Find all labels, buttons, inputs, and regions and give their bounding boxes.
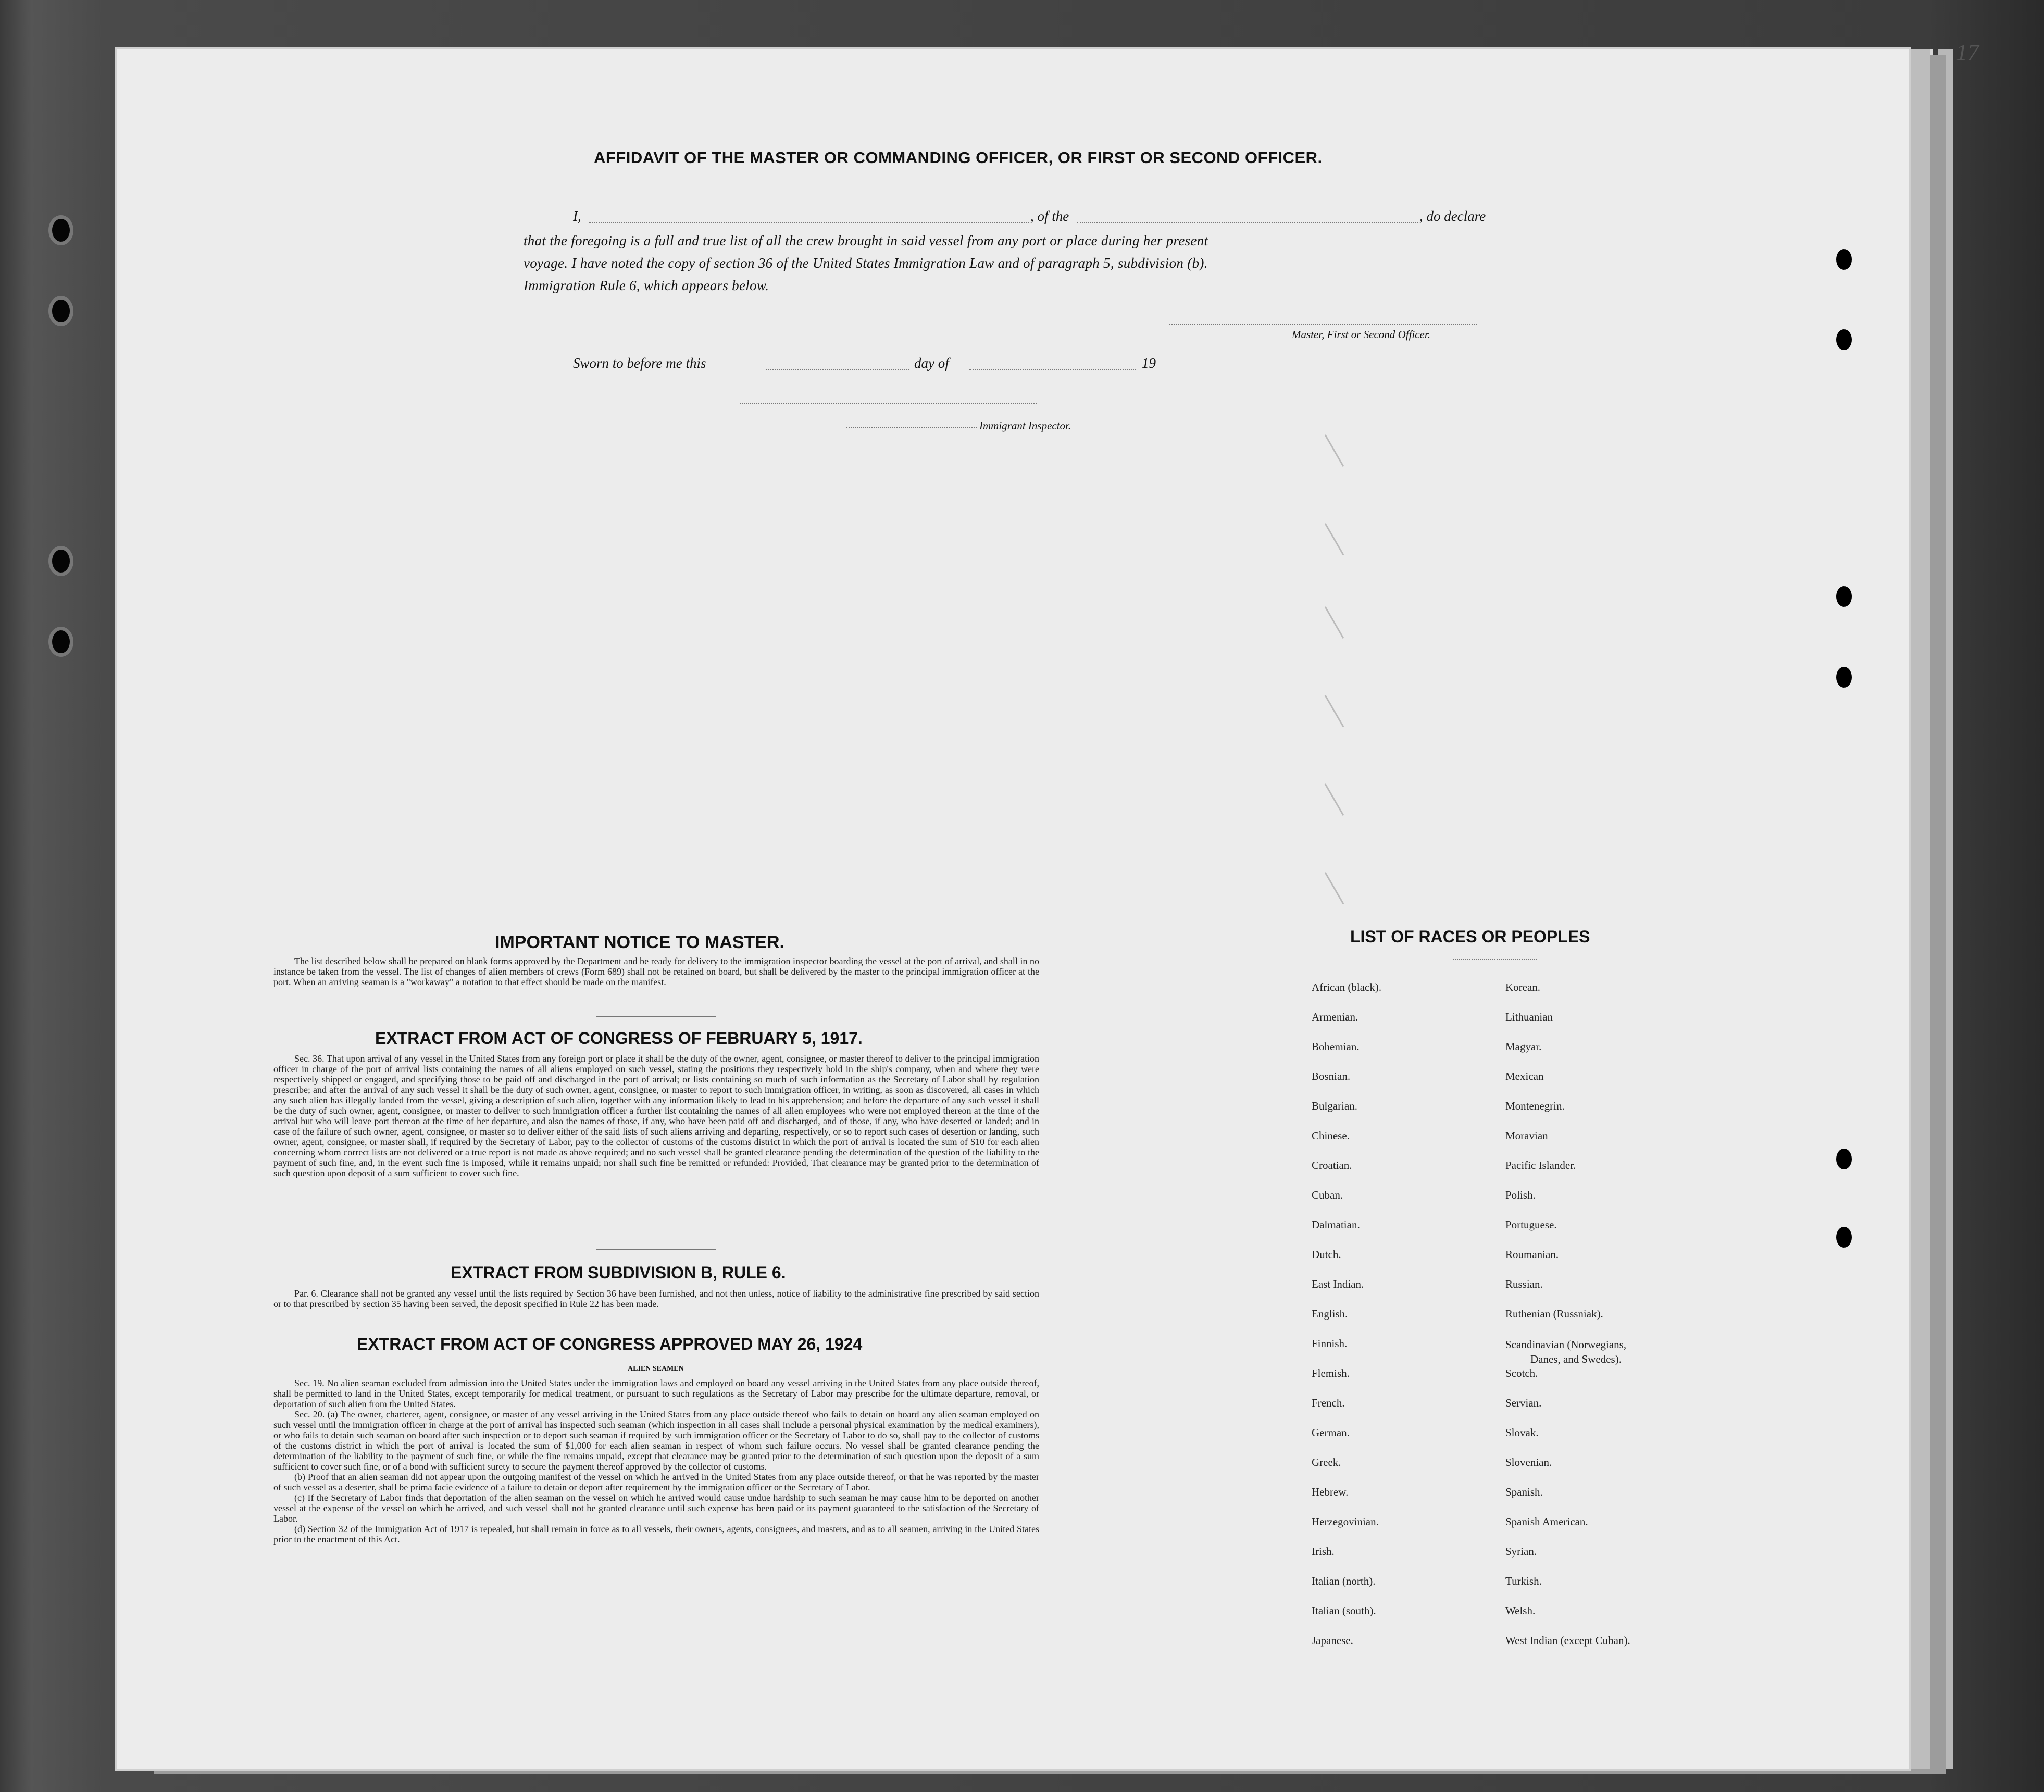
binder-hole-icon	[52, 550, 70, 573]
race-item: Armenian.	[1312, 1011, 1358, 1023]
page-edge	[1938, 49, 1953, 1769]
name-blank-line	[589, 222, 1029, 223]
affidavit-i-label: I,	[573, 208, 581, 224]
race-item: Moravian	[1505, 1129, 1548, 1142]
races-title: LIST OF RACES OR PEOPLES	[1350, 927, 1590, 946]
race-item: Spanish.	[1505, 1486, 1543, 1498]
punch-hole-icon	[1836, 1149, 1852, 1169]
affidavit-body-line: voyage. I have noted the copy of section 36 of the United States Immigration Law and of paragraph 5, subdivision (b).	[524, 255, 1208, 271]
sworn-rule	[740, 403, 1037, 404]
race-item: Spanish American.	[1505, 1515, 1588, 1528]
race-item-scandinavian	[1505, 1337, 1630, 1367]
punch-hole-icon	[1836, 667, 1852, 688]
do-declare-label: , do declare	[1419, 208, 1486, 224]
race-item: Lithuanian	[1505, 1011, 1553, 1023]
extract-1924-subtitle: ALIEN SEAMEN	[628, 1365, 684, 1373]
race-item: East Indian.	[1312, 1278, 1364, 1290]
race-item: Dalmatian.	[1312, 1218, 1360, 1231]
race-item: Slovak.	[1505, 1426, 1539, 1439]
race-item: Syrian.	[1505, 1545, 1537, 1558]
race-item: Bohemian.	[1312, 1040, 1360, 1053]
affidavit-body-line: that the foregoing is a full and true list of all the crew brought in said vessel from any port or place during her present	[524, 233, 1208, 248]
races-left-column	[1312, 981, 1381, 1664]
punch-hole-icon	[1836, 1227, 1852, 1248]
affidavit-title: AFFIDAVIT OF THE MASTER OR COMMANDING OFFICER, OR FIRST OR SECOND OFFICER.	[594, 148, 1323, 167]
divider	[596, 1016, 716, 1017]
race-item: African (black).	[1312, 981, 1382, 993]
binder-hole-icon	[52, 219, 70, 242]
race-item: Portuguese.	[1505, 1218, 1557, 1231]
race-item: German.	[1312, 1426, 1350, 1439]
extract-1924-text: Sec. 19. No alien seaman excluded from admission into the United States under the immigration laws and employed on board any vessel arriving in the United States from any place outside thereof, shall be permitted to land in the United States, except temporarily for medical treatment, or pursuant to such regulations as the Secretary of Labor may prescribe for the ultimate departure, removal, or deportation of such alien from the United States. Sec. 20. (a) The owner, charterer, agent, consignee, or master of any vessel arriving in the United States from any place outside thereof who fails to detain on board any alien seaman employed on such vessel until the immigration officer in charge at the port of arrival has inspected such seaman (which inspection in all cases shall include a personal physical examination by the medical examiners), or who fails to detain such seaman on board after such inspection or to deport such seaman if required by such immigration officer or the Secretary of Labor to do so, shall pay to the collector of customs of the customs district in which the port of arrival is located the sum of $1,000 for each alien seaman in respect of whom such failure occurs. No vessel shall be granted clearance pending the determination of the liability to the payment of such fine, or while the fine remains unpaid, except that clearance may be granted prior to the determination of such question upon the deposit of a sum sufficient to cover such fine, or of a bond with sufficient surety to secure the payment thereof approved by the collector of customs. (b) Proof that an alien seaman did not appear upon the outgoing manifest of the vessel on which he arrived in the United States from any place outside thereof, or that he was reported by the master of such vessel as a deserter, shall be prima facie evidence of a failure to detain or deport after requirement by the immigration officer or the Secretary of Labor. (c) If the Secretary of Labor finds that deportation of the alien seaman on the vessel on which he arrived would cause undue hardship to such seaman he may cause him to be deported on another vessel at the expense of the vessel on which he arrived, and such vessel shall not be granted clearance until such expense has been paid or its payment guaranteed to the satisfaction of the Secretary of Labor. (d) Section 32 of the Immigration Act of 1917 is repealed, but shall remain in force as to all vessels, their owners, agents, consignees, and masters, and as to all seamen, arriving in the United States prior to the enactment of this Act.	[273, 1378, 1039, 1545]
race-item: Korean.	[1505, 981, 1541, 993]
divider	[596, 1249, 716, 1250]
race-item: Bosnian.	[1312, 1070, 1351, 1082]
race-item: Italian (north).	[1312, 1575, 1376, 1587]
divider	[1453, 959, 1537, 960]
race-item: Italian (south).	[1312, 1604, 1376, 1617]
page-number-annotation: 17	[1956, 40, 1979, 65]
race-item: Roumanian.	[1505, 1248, 1559, 1261]
race-item: Pacific Islander.	[1505, 1159, 1576, 1172]
race-item: French.	[1312, 1397, 1345, 1409]
binder-hole-icon	[52, 630, 70, 653]
race-item: Ruthenian (Russniak).	[1505, 1308, 1603, 1320]
race-item: English.	[1312, 1308, 1348, 1320]
of-the-label: , of the	[1030, 208, 1069, 224]
race-item: Magyar.	[1505, 1040, 1542, 1053]
notice-text: The list described below shall be prepared on blank forms approved by the Department and be ready for delivery to the immigration inspector boarding the vessel at the port of arrival, and shall in no instance be taken from the vessel. The list of changes of alien members of crews (Form 689) shall not be retained on board, but shall be delivered by the master to the principal immigration officer at the port. When an arriving seaman is a "workaway" a notation to that effect should be made on the manifest.	[273, 956, 1039, 987]
page-edge	[1917, 49, 1933, 1769]
punch-hole-icon	[1836, 329, 1852, 350]
race-item: Cuban.	[1312, 1189, 1343, 1201]
signature-label: Master, First or Second Officer.	[1292, 328, 1430, 341]
race-item: Scotch.	[1505, 1367, 1538, 1379]
notice-title: IMPORTANT NOTICE TO MASTER.	[495, 932, 784, 952]
extract-rule6-text: Par. 6. Clearance shall not be granted any vessel until the lists required by Section 36 have been furnished, and not then unless, notice of liability to the administrative fine prescribed by said section or to that prescribed by section 35 having been served, the deposit specified in Rule 22 has been made.	[273, 1288, 1039, 1309]
race-item: Bulgarian.	[1312, 1100, 1358, 1112]
extract-1917-text: Sec. 36. That upon arrival of any vessel in the United States from any foreign port or place it shall be the duty of the owner, agent, consignee, or master thereof to deliver to the principal immigration officer in charge of the port of arrival lists containing the names of all aliens employed on such vessel, stating the positions they respectively hold in the ship's company, when and where they were respectively shipped or engaged, and specifying those to be paid off and discharged in the port of arrival; or lists containing so much of such information as the Secretary of Labor shall by regulation prescribe; and after the arrival of any such vessel it shall be the duty of such owner, agent, consignee, or master to report to such immigration officer, in writing, as soon as discovered, all cases in which any such alien has illegally landed from the vessel, giving a description of such alien, together with any information likely to lead to his apprehension; and before the departure of any such vessel it shall be the duty of such owner, agent, consignee, or master to deliver to such immigration officer a further list containing the names of all alien employees who were not employed thereon at the time of the arrival but who will leave port thereon at the time of her departure, and also the names of those, if any, who have been paid off and discharged, and of those, if any, who have deserted or landed; and in case of the failure of such owner, agent, consignee, or master so to deliver either of the said lists of such aliens arriving and departing, respectively, or so to report such cases of desertion or landing, such owner, agent, consignee, or master shall, if required by the Secretary of Labor, pay to the collector of customs of the customs district in which the port of arrival is located the sum of $10 for each alien concerning whom correct lists are not delivered or a true report is not made as above required; and no such vessel shall be granted clearance pending the determination of the question of the liability to the payment of such fine, and, in the event such fine is imposed, while it remains unpaid; nor shall such fine be remitted or refunded: Provided, That clearance may be granted prior to the determination of such question upon deposit of a sum sufficient to cover such fine.	[273, 1053, 1039, 1178]
race-item: Japanese.	[1312, 1634, 1353, 1647]
binder-hole-icon	[52, 300, 70, 322]
signature-blank-line	[1169, 324, 1477, 325]
inspector-label: Immigrant Inspector.	[979, 419, 1071, 432]
month-blank-line	[969, 369, 1136, 370]
race-item: Irish.	[1312, 1545, 1335, 1558]
punch-hole-icon	[1836, 586, 1852, 607]
race-item: Dutch.	[1312, 1248, 1341, 1261]
race-item: Welsh.	[1505, 1604, 1536, 1617]
race-item: Scandinavian (Norwegians,	[1505, 1338, 1627, 1351]
sworn-label: Sworn to before me this	[573, 355, 706, 371]
race-item: Montenegrin.	[1505, 1100, 1565, 1112]
races-right-column	[1505, 981, 1630, 1664]
race-item: Finnish.	[1312, 1337, 1348, 1350]
race-item: Hebrew.	[1312, 1486, 1349, 1498]
race-item: Croatian.	[1312, 1159, 1352, 1172]
race-item: Slovenian.	[1505, 1456, 1552, 1469]
race-item-continuation: Danes, and Swedes).	[1530, 1353, 1622, 1365]
race-item: Chinese.	[1312, 1129, 1350, 1142]
race-item: West Indian (except Cuban).	[1505, 1634, 1630, 1647]
race-item: Russian.	[1505, 1278, 1543, 1290]
race-item: Polish.	[1505, 1189, 1536, 1201]
extract-1924-title: EXTRACT FROM ACT OF CONGRESS APPROVED MAY 26, 1924	[357, 1335, 863, 1353]
race-item: Mexican	[1505, 1070, 1544, 1082]
race-item: Greek.	[1312, 1456, 1341, 1469]
affidavit-body-line: Immigration Rule 6, which appears below.	[524, 278, 769, 293]
inspector-blank-line	[846, 427, 977, 428]
race-item: Servian.	[1505, 1397, 1542, 1409]
vessel-blank-line	[1077, 222, 1418, 223]
races-list	[1312, 981, 1728, 1674]
extract-1917-title: EXTRACT FROM ACT OF CONGRESS OF FEBRUARY 5, 1917.	[375, 1029, 863, 1048]
race-item: Turkish.	[1505, 1575, 1542, 1587]
year-label: 19	[1142, 355, 1156, 371]
punch-hole-icon	[1836, 249, 1852, 270]
race-item: Flemish.	[1312, 1367, 1350, 1379]
day-of-label: day of	[914, 355, 949, 371]
race-item: Herzegovinian.	[1312, 1515, 1379, 1528]
day-blank-line	[766, 369, 909, 370]
extract-rule6-title: EXTRACT FROM SUBDIVISION B, RULE 6.	[451, 1263, 786, 1282]
